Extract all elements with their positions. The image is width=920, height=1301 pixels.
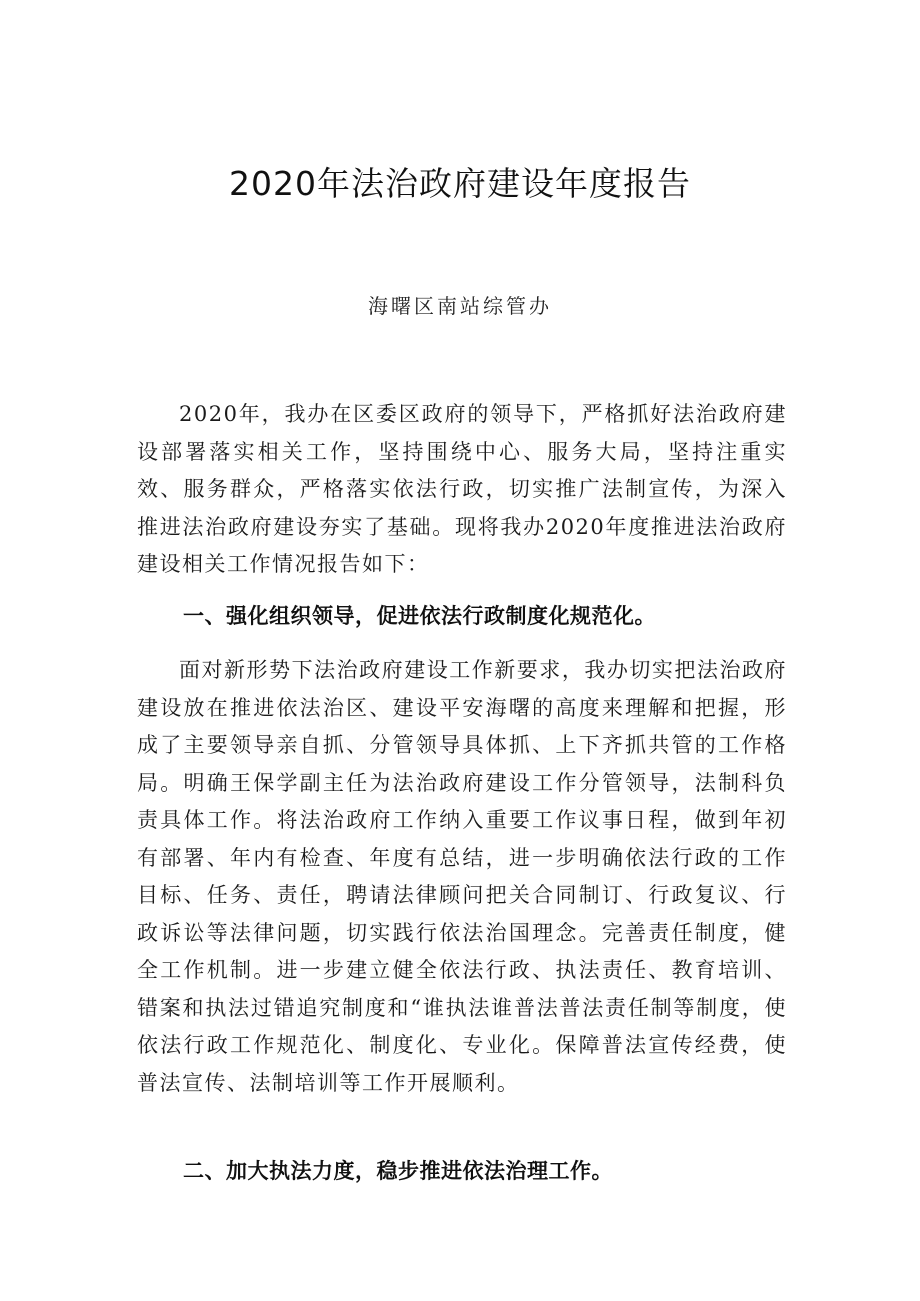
document-author: 海曙区南站综管办	[368, 294, 552, 318]
section-1-body: 面对新形势下法治政府建设工作新要求，我办切实把法治政府建设放在推进依法治区、建设平安海曙的高度来理解和把握，形成了主要领导亲自抓、分管领导具体抓、上下齐抓共管的工作格局。明确王保学副主任为法治政府建设工作分管领导，法制科负责具体工作。将法治政府工作纳入重要工作议事日程，做到年初有部署、年内有检查、年度有总结，进一步明确依法行政的工作目标、任务、责任，聘请法律顾问把关合同制订、行政复议、行政诉讼等法律问题，切实践行依法治国理念。完善责任制度，健全工作机制。进一步建立健全依法行政、执法责任、教育培训、错案和执法过错追究制度和“谁执法谁普法普法责任制等制度，使依法行政工作规范化、制度化、专业化。保障普法宣传经费，使普法宣传、法制培训等工作开展顺利。	[137, 658, 787, 1095]
section-2-heading: 二、加大执法力度，稳步推进依法治理工作。	[183, 1159, 613, 1183]
document-title: 2020年法治政府建设年度报告	[229, 164, 691, 203]
intro-paragraph: 2020年，我办在区委区政府的领导下，严格抓好法治政府建设部署落实相关工作，坚持围绕中心、服务大局，坚持注重实效、服务群众，严格落实依法行政，切实推广法制宣传，为深入推进法治政府建设夯实了基础。现将我办2020年度推进法治政府建设相关工作情况报告如下：	[137, 402, 787, 576]
section-1-heading: 一、强化组织领导，促进依法行政制度化规范化。	[183, 604, 656, 628]
